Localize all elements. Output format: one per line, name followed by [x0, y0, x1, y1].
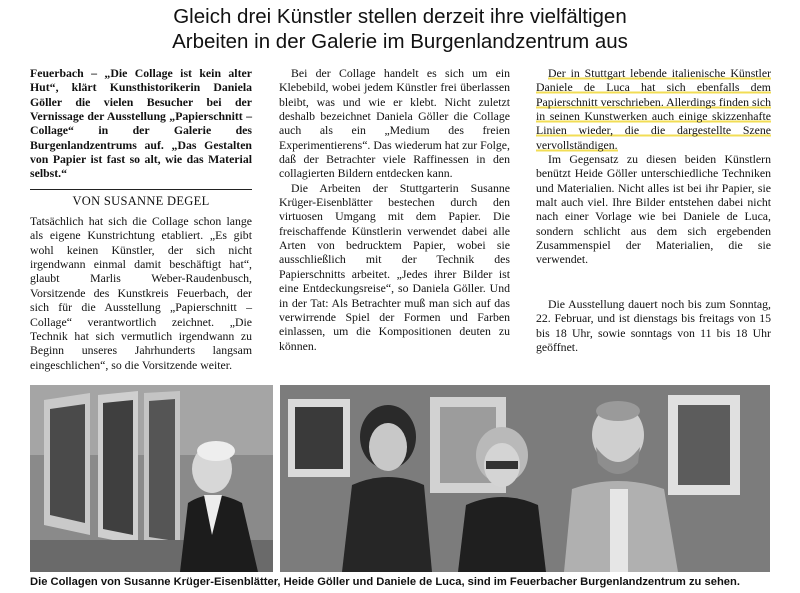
column-2: [279, 66, 510, 353]
column-2-paragraph-1: Bei der Collage handelt es sich um ein Klebebild, wobei jedem Künstler frei überlassen bleibt, was und wie er klebt. Nicht zuletzt deshalb bezeichnet Daniela Göller die Collage auch als ein „Medium des freien Experimentierens“. Das wiederum hat zur Folge, daß der Betrachter viele Raffinessen in den collagierten Bildern entdecken kann.: [279, 66, 510, 181]
highlighted-text: Der in Stuttgart lebende italienische Künstler Daniele de Luca hat sich ebenfalls dem Papierschnitt verschrieben. Allerdings finden sich in seinen Kunstwerken auch einige skizzenhafte Linien wieder, die die dargestellte Szene vervollständigen.: [536, 66, 771, 152]
byline: VON SUSANNE DEGEL: [30, 189, 252, 208]
photo-right-image: [280, 385, 770, 572]
paragraph-spacer: [536, 267, 771, 297]
photo-left: [30, 385, 273, 572]
column-1: [30, 66, 252, 372]
column-1-body: Tatsächlich hat sich die Collage schon lange als eigene Kunstrichtung etabliert. „Es gibt wohl keinen Künstler, der sich nicht irgendwann einmal damit beschäftigt hat“, glaubt Marlis Weber-Raudenbusch, Vorsitzende des Kunstkreis Feuerbach, der sich für die Ausstellung „Papierschnitt – Collage“ verantwortlich zeichnet. „Die Technik hat sich vermutlich irgendwann zu Beginn unseres Jahrhunderts langsam eingeschlichen“, so die Vorsitzende weiter.: [30, 214, 252, 372]
photo-right: [280, 385, 770, 572]
headline-line-1: Gleich drei Künstler stellen derzeit ihre vielfältigen: [173, 5, 627, 28]
column-3-paragraph-2: Im Gegensatz zu diesen beiden Künstlern benützt Heide Göller unterschiedliche Techniken und Materialien. Nicht alles ist bei ihr Papier, sie malt auch viel. Ihre Bilder entstehen dabei nicht nach einer Vorlage wie bei Daniele de Luca, sondern schlicht aus dem sich ergebenden Zusammenspiel der Materialien, die sie verwendet.: [536, 152, 771, 267]
photo-left-image: [30, 385, 273, 572]
column-3-paragraph-3: Die Ausstellung dauert noch bis zum Sonntag, 22. Februar, und ist dienstags bis freitags von 15 bis 18 Uhr, sowie sonntags von 11 bis 18 Uhr geöffnet.: [536, 296, 771, 354]
column-2-paragraph-2: Die Arbeiten der Stuttgarterin Susanne Krüger-Eisenblätter bestechen durch den virtuosen Umgang mit dem Papier. Die freischaffende Künstlerin verwendet dabei alle Arten von bedrucktem Papier, wobei sie ausschließlich mit der Technik des Papierschnitts arbeitet. „Jedes ihrer Bilder ist eine Entdeckungsreise“, so Daniela Göller. Und in der Tat: Als Betrachter muß man sich auf das verwirrende Spiel der Formen und Farben einlassen, um die Kompositionen deuten zu können.: [279, 180, 510, 353]
photo-caption: Die Collagen von Susanne Krüger-Eisenblätter, Heide Göller und Daniele de Luca, sind im Feuerbacher Burgenlandzentrum zu sehen.: [30, 576, 740, 588]
headline-line-2: Arbeiten in der Galerie im Burgenlandzentrum aus: [172, 30, 628, 53]
column-3: [536, 66, 771, 354]
lead-paragraph: Feuerbach – „Die Collage ist kein alter Hut“, klärt Kunsthistorikerin Daniela Göller die vielen Besucher bei der Vernissage der Ausstellung „Papierschnitt – Collage“ in der Galerie des Burgenlandzentrums auf. „Das Gestalten von Papier ist fast so alt, wie das Material selbst.“: [30, 66, 252, 181]
column-3-paragraph-1: [536, 66, 771, 152]
headline: [0, 4, 800, 54]
